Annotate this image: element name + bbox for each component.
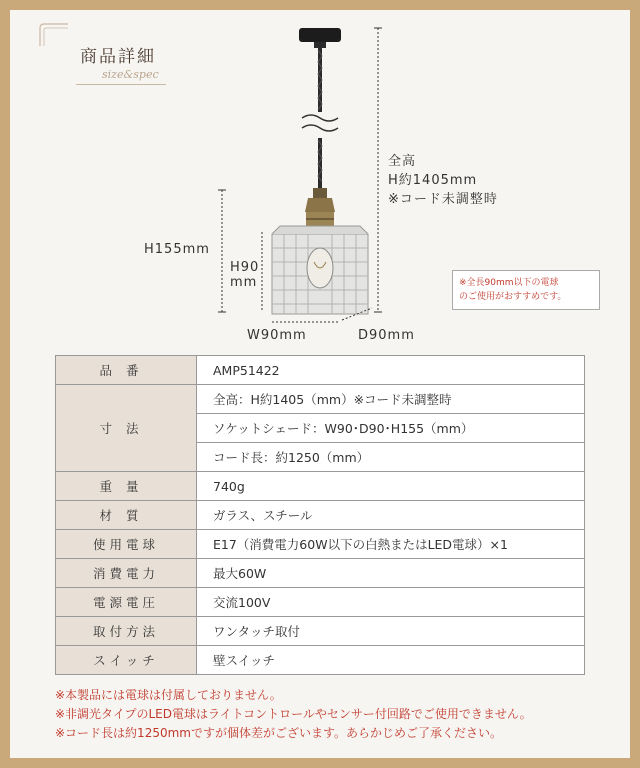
spec-label: 電源電圧	[56, 588, 197, 617]
spec-label: 消費電力	[56, 559, 197, 588]
spec-value: コード長：約1250（mm）	[197, 443, 585, 472]
shade-height-label-1: H90	[230, 260, 260, 275]
spec-label: 寸法	[56, 385, 197, 472]
spec-value: AMP51422	[197, 356, 585, 385]
footnote: ※コード長は約1250mmですが個体差がございます。あらかじめご了承ください。	[55, 726, 503, 740]
table-row	[56, 472, 585, 501]
bulb-length-note: ※全長90mm以下の電球 のご使用がおすすめです。	[452, 270, 600, 310]
spec-value: ソケットシェード：W90･D90･H155（mm）	[197, 414, 585, 443]
overall-height-label: 全高	[388, 154, 417, 169]
spec-table	[55, 355, 585, 675]
spec-value: 交流100V	[197, 588, 585, 617]
section-title: 商品詳細	[80, 47, 156, 67]
shade-height-label-2: mm	[230, 275, 258, 290]
table-row	[56, 530, 585, 559]
canopy	[299, 28, 341, 42]
table-row	[56, 501, 585, 530]
spec-label: 材質	[56, 501, 197, 530]
footnotes	[55, 686, 532, 743]
glass-shade	[272, 226, 368, 314]
spec-value: E17（消費電力60W以下の白熱またはLED電球）×1	[197, 530, 585, 559]
table-row	[56, 356, 585, 385]
spec-value: 740g	[197, 472, 585, 501]
spec-label: スイッチ	[56, 646, 197, 675]
spec-value: ワンタッチ取付	[197, 617, 585, 646]
socket-height-label: H155mm	[144, 242, 210, 257]
spec-label: 使用電球	[56, 530, 197, 559]
spec-value: 全高：H約1405（mm）※コード未調整時	[197, 385, 585, 414]
table-row	[56, 588, 585, 617]
footnote: ※非調光タイプのLED電球はライトコントロールやセンサー付回路でご使用できません。	[55, 707, 532, 721]
table-row	[56, 385, 585, 414]
break-mark-icon	[302, 115, 338, 121]
spec-value: 最大60W	[197, 559, 585, 588]
spec-value: ガラス、スチール	[197, 501, 585, 530]
width-label: W90mm	[247, 328, 307, 343]
spec-label: 重量	[56, 472, 197, 501]
section-subtitle: size&spec	[102, 68, 159, 81]
spec-label: 品番	[56, 356, 197, 385]
table-row	[56, 646, 585, 675]
overall-height-value: H約1405mm	[388, 173, 478, 188]
spec-label: 取付方法	[56, 617, 197, 646]
table-row	[56, 617, 585, 646]
overall-height-note: ※コード未調整時	[388, 192, 498, 207]
footnote: ※本製品には電球は付属しておりません。	[55, 688, 282, 702]
table-row	[56, 559, 585, 588]
spec-value: 壁スイッチ	[197, 646, 585, 675]
depth-label: D90mm	[358, 328, 415, 343]
socket-top	[313, 188, 327, 198]
